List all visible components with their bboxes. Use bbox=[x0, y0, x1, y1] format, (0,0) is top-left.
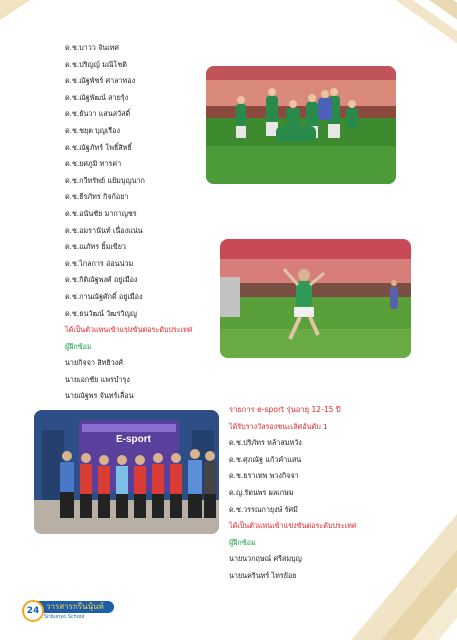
corner-decoration-top-left bbox=[0, 0, 30, 20]
student-name: ด.ช.วรรณกายุงษ์ รัศมี bbox=[229, 504, 298, 514]
award-statement: ได้รับรางวัลรองชนะเลิศอันดับ 1 bbox=[229, 421, 328, 431]
student-name: ด.ช.กานณัฐศักดิ์ อยู่เมือง bbox=[65, 291, 143, 301]
student-name: ด.ญ.รัตนพร ผลเกษม bbox=[229, 487, 294, 497]
student-name: ด.ช.ณัฐพัชร์ ศาลาทอง bbox=[65, 76, 136, 86]
student-name: ด.ช.ไกลการ อ่อนน่วม bbox=[65, 258, 134, 268]
result-statement: ได้เป็นตัวแทนเข้าแข่งขันต่อระดับประเทศ bbox=[65, 325, 193, 335]
student-name: ด.ช.กวีทรัพย์ แย้มบุญนาก bbox=[65, 175, 145, 185]
photo-esport-team bbox=[34, 410, 219, 534]
coach-name: นายณัฐพร จันทร์เลื่อน bbox=[65, 391, 134, 401]
coach-name: นายกิจจา สิทธิวงศ์ bbox=[65, 358, 123, 368]
magazine-title: วารสารกรีนนุ้นท์ bbox=[38, 601, 114, 613]
coach-heading: ผู้ฝึกซ้อม bbox=[65, 341, 92, 351]
esport-team-list bbox=[229, 402, 419, 585]
coach-name: นายนวกฤษณ์ ศรีสมบุญ bbox=[229, 554, 302, 564]
school-name: Sribunyo School bbox=[44, 614, 85, 620]
student-name: ด.ช.อนันชัย มากาญชร bbox=[65, 208, 137, 218]
photo-team-celebration bbox=[206, 66, 396, 184]
photo-player-jumping bbox=[220, 239, 411, 358]
student-name: ด.ช.ธันวา แสนสวัสดิ์ bbox=[65, 109, 131, 119]
page-number: 24 bbox=[22, 600, 44, 622]
student-name: ด.ช.ศุภณัฐ แก้วคำแสน bbox=[229, 454, 302, 464]
event-title: รายการ e-sport รุ่นอายุ 12-15 ปี bbox=[229, 405, 341, 414]
student-name: ด.ช.กิติณัฐพงศ์ อยู่เมือง bbox=[65, 275, 138, 285]
student-name: ด.ช.ปริภัทร หล้าสมหวัง bbox=[229, 438, 302, 448]
coach-name: นายเอกชัย แพรบำรุง bbox=[65, 374, 130, 384]
student-name: ด.ช.บาวว จันเทศ bbox=[65, 43, 119, 52]
coach-heading: ผู้ฝึกซ้อม bbox=[229, 537, 256, 547]
football-team-list bbox=[65, 40, 225, 405]
student-name: ด.ช.ชยุต บุญเรือง bbox=[65, 125, 120, 135]
student-name: ด.ช.ยศภูมิ ทารค่า bbox=[65, 159, 122, 169]
student-name: ด.ช.ธีรภัทร กิจก้อยา bbox=[65, 192, 129, 202]
result-statement: ได้เป็นตัวแทนเข้าแข่งขันต่อระดับประเทศ bbox=[229, 521, 357, 531]
student-name: ด.ช.ณภัทร ยิ้มเขียว bbox=[65, 242, 126, 252]
student-name: ด.ช.ปริญญ์ มณีโชติ bbox=[65, 59, 127, 69]
footer-badge bbox=[22, 598, 142, 628]
student-name: ด.ช.ธนวัฒน์ วัฒรวิญญู bbox=[65, 308, 137, 318]
student-name: ด.ช.ณัฐพัฒน์ สายรุ้ง bbox=[65, 92, 129, 102]
student-name: ด.ช.ธราเทพ พวงกิจจา bbox=[229, 471, 299, 481]
photo-banner-label: E-sport bbox=[116, 434, 151, 445]
student-name: ด.ช.อมรานันท์ เนื่องแน่น bbox=[65, 225, 143, 235]
coach-name: นายนครินทร์ ไทรย้อย bbox=[229, 570, 297, 580]
student-name: ด.ช.ณัฐภัทร์ โพธิ์สิทธิ์ bbox=[65, 142, 132, 152]
